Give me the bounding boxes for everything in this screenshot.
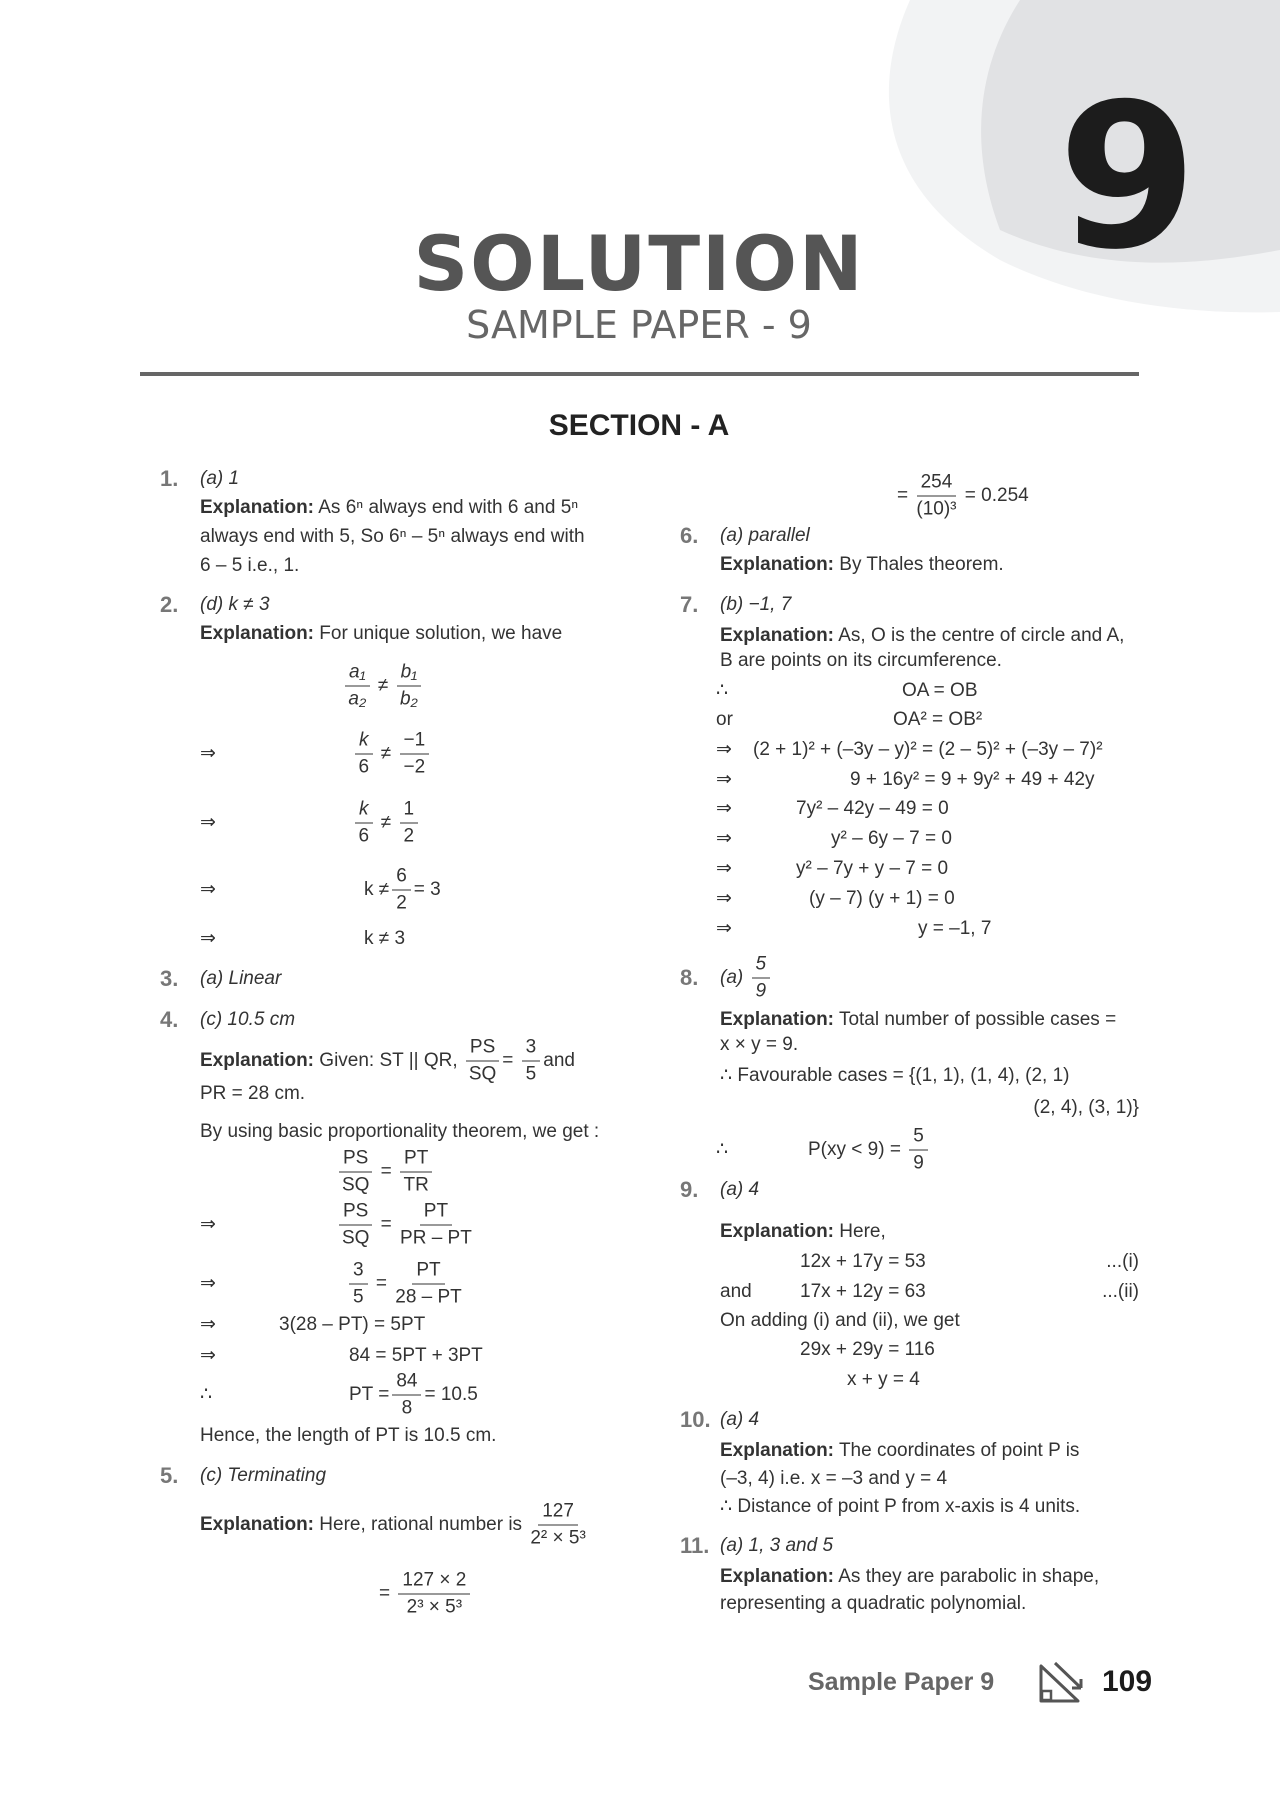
- equation: 9 + 16y² = 9 + 9y² + 49 + 42y: [850, 769, 1095, 790]
- therefore-symbol: ∴: [200, 1384, 213, 1405]
- explanation-line: B are points on its circumference.: [720, 650, 1002, 671]
- equation: k ≠ 3: [364, 928, 406, 949]
- explanation-line: x × y = 9.: [720, 1034, 799, 1055]
- step-symbol: ⇒: [716, 858, 732, 879]
- implies-symbol: ⇒: [200, 879, 216, 900]
- explanation-line: ∴ Distance of point P from x-axis is 4 units.: [720, 1496, 1081, 1517]
- equation: x + y = 4: [847, 1369, 920, 1390]
- explanation: Explanation: Here,: [720, 1221, 886, 1242]
- answer: (a) 4: [720, 1409, 760, 1430]
- equation: 29x + 29y = 116: [800, 1339, 935, 1360]
- question-number: 11.: [680, 1533, 710, 1558]
- explanation-line: 6 – 5 i.e., 1.: [200, 555, 300, 576]
- explanation: Explanation: Total number of possible cases =: [720, 1009, 1117, 1030]
- explanation-line: ∴ Favourable cases = {(1, 1), (1, 4), (2, 1): [720, 1065, 1070, 1086]
- answer: (a) Linear: [200, 968, 282, 989]
- equation: $\frac{k}{6}$ ≠ $\frac{1}{2}$: [352, 797, 421, 850]
- chapter-number: 9: [1058, 61, 1194, 294]
- equation: 3(28 – PT) = 5PT: [279, 1314, 426, 1335]
- equation: 17x + 12y = 63: [800, 1281, 926, 1302]
- equation: $\frac{3}{5}$ = $\frac{PT}{28 - PT}$: [346, 1258, 465, 1311]
- question-number: 6.: [680, 523, 699, 548]
- equation: P(xy < 9) = $\frac{5}{9}$: [808, 1124, 931, 1177]
- answer: (a) parallel: [720, 525, 810, 546]
- explanation-line: always end with 5, So 6ⁿ – 5ⁿ always end with: [200, 526, 585, 547]
- step-symbol: ⇒: [716, 828, 732, 849]
- equation: OA = OB: [902, 680, 978, 701]
- divider: [140, 372, 1139, 376]
- therefore-symbol: ∴: [716, 1139, 729, 1160]
- equation-tag: ...(ii): [1102, 1281, 1139, 1302]
- equation: = $\frac{254}{\text{(10)³}}$ = 0.254: [897, 471, 1029, 520]
- answer: (c) Terminating: [200, 1465, 327, 1486]
- explanation-line: (2, 4), (3, 1)}: [1033, 1097, 1139, 1118]
- step-symbol: ⇒: [716, 739, 732, 760]
- page-number: 109: [1102, 1665, 1153, 1698]
- explanation: Explanation: The coordinates of point P is: [720, 1440, 1080, 1461]
- explanation: Explanation: As, O is the centre of circle and A,: [720, 625, 1125, 646]
- equation: y = –1, 7: [918, 918, 992, 939]
- answer: (a) 4: [720, 1179, 760, 1200]
- question-number: 5.: [160, 1463, 179, 1488]
- step-symbol: ∴: [716, 680, 729, 701]
- equation: 7y² – 42y – 49 = 0: [796, 798, 949, 819]
- answer: (c) 10.5 cm: [200, 1009, 296, 1030]
- question-number: 10.: [680, 1407, 711, 1432]
- conclusion: Hence, the length of PT is 10.5 cm.: [200, 1425, 497, 1446]
- equation: 12x + 17y = 53: [800, 1251, 926, 1272]
- step-symbol: ⇒: [716, 918, 732, 939]
- implies-symbol: ⇒: [200, 1273, 216, 1294]
- explanation: Explanation: Here, rational number is $\frac{127}{\text{2² × 5³}}$: [200, 1500, 586, 1549]
- step-symbol: or: [716, 709, 733, 730]
- question-number: 7.: [680, 592, 699, 617]
- page-subtitle: SAMPLE PAPER - 9: [466, 303, 812, 347]
- answer: (b) −1, 7: [720, 594, 792, 615]
- explanation-line: PR = 28 cm.: [200, 1083, 306, 1104]
- implies-symbol: ⇒: [200, 1314, 216, 1335]
- explanation-line: By using basic proportionality theorem, we get :: [200, 1121, 600, 1142]
- question-number: 2.: [160, 592, 179, 617]
- equation: PT = $\frac{84}{8}$ = 10.5: [349, 1370, 478, 1419]
- explanation-line: On adding (i) and (ii), we get: [720, 1310, 960, 1331]
- equation: (2 + 1)² + (–3y – y)² = (2 – 5)² + (–3y – 7)²: [753, 739, 1103, 760]
- equation: y² – 7y + y – 7 = 0: [796, 858, 949, 879]
- explanation: Explanation: As 6ⁿ always end with 6 and 5ⁿ: [200, 497, 579, 518]
- explanation: Explanation: As they are parabolic in shape,: [720, 1566, 1100, 1587]
- question-number: 3.: [160, 966, 179, 991]
- answer: (a) 1, 3 and 5: [720, 1535, 834, 1556]
- set-square-icon: [1038, 1660, 1084, 1704]
- equation: $\frac{\text{a₁}}{\text{a₂}}$ ≠ $\frac{\text{b₁}}{\text{b₂}}$: [342, 660, 424, 713]
- question-number: 4.: [160, 1007, 179, 1032]
- implies-symbol: ⇒: [200, 743, 216, 764]
- equation: $\frac{PS}{SQ}$ = $\frac{PT}{TR}$: [336, 1146, 435, 1199]
- question-number: 8.: [680, 965, 699, 990]
- answer: (a) 1: [200, 468, 240, 489]
- footer-label: Sample Paper 9: [808, 1668, 995, 1696]
- step-symbol: ⇒: [716, 888, 732, 909]
- question-number: 9.: [680, 1177, 699, 1202]
- section-heading: SECTION - A: [548, 409, 730, 442]
- equation: $\frac{PS}{SQ}$ = $\frac{PT}{PR - PT}$: [336, 1199, 475, 1252]
- equation: y² – 6y – 7 = 0: [831, 828, 952, 849]
- conjunction: and: [720, 1281, 752, 1302]
- explanation-line: (–3, 4) i.e. x = –3 and y = 4: [720, 1468, 948, 1489]
- explanation: Explanation: For unique solution, we have: [200, 623, 563, 644]
- implies-symbol: ⇒: [200, 928, 216, 949]
- question-number: 1.: [160, 466, 179, 491]
- page-title: SOLUTION: [413, 219, 865, 308]
- implies-symbol: ⇒: [200, 1345, 216, 1366]
- explanation-line: representing a quadratic polynomial.: [720, 1593, 1027, 1614]
- equation: = $\frac{127 \times 2}{\text{2³ × 5³}}$: [379, 1568, 473, 1621]
- step-symbol: ⇒: [716, 798, 732, 819]
- equation: OA² = OB²: [893, 709, 983, 730]
- implies-symbol: ⇒: [200, 812, 216, 833]
- equation: (y – 7) (y + 1) = 0: [809, 888, 955, 909]
- step-symbol: ⇒: [716, 769, 732, 790]
- answer: (a) $\frac{5}{9}$: [720, 952, 773, 1005]
- explanation: Explanation: By Thales theorem.: [720, 554, 1004, 575]
- equation: 84 = 5PT + 3PT: [349, 1345, 483, 1366]
- equation: $\frac{k}{6}$ ≠ $\frac{-1}{-2}$: [352, 728, 432, 781]
- equation: k ≠ $\frac{6}{2}$ = 3: [364, 865, 441, 914]
- implies-symbol: ⇒: [200, 1214, 216, 1235]
- equation-tag: ...(i): [1106, 1251, 1139, 1272]
- answer: (d) k ≠ 3: [200, 594, 270, 615]
- explanation: Explanation: Given: ST || QR, $\frac{PS}{SQ}$ = $\frac{3}{5}$ and: [200, 1036, 575, 1085]
